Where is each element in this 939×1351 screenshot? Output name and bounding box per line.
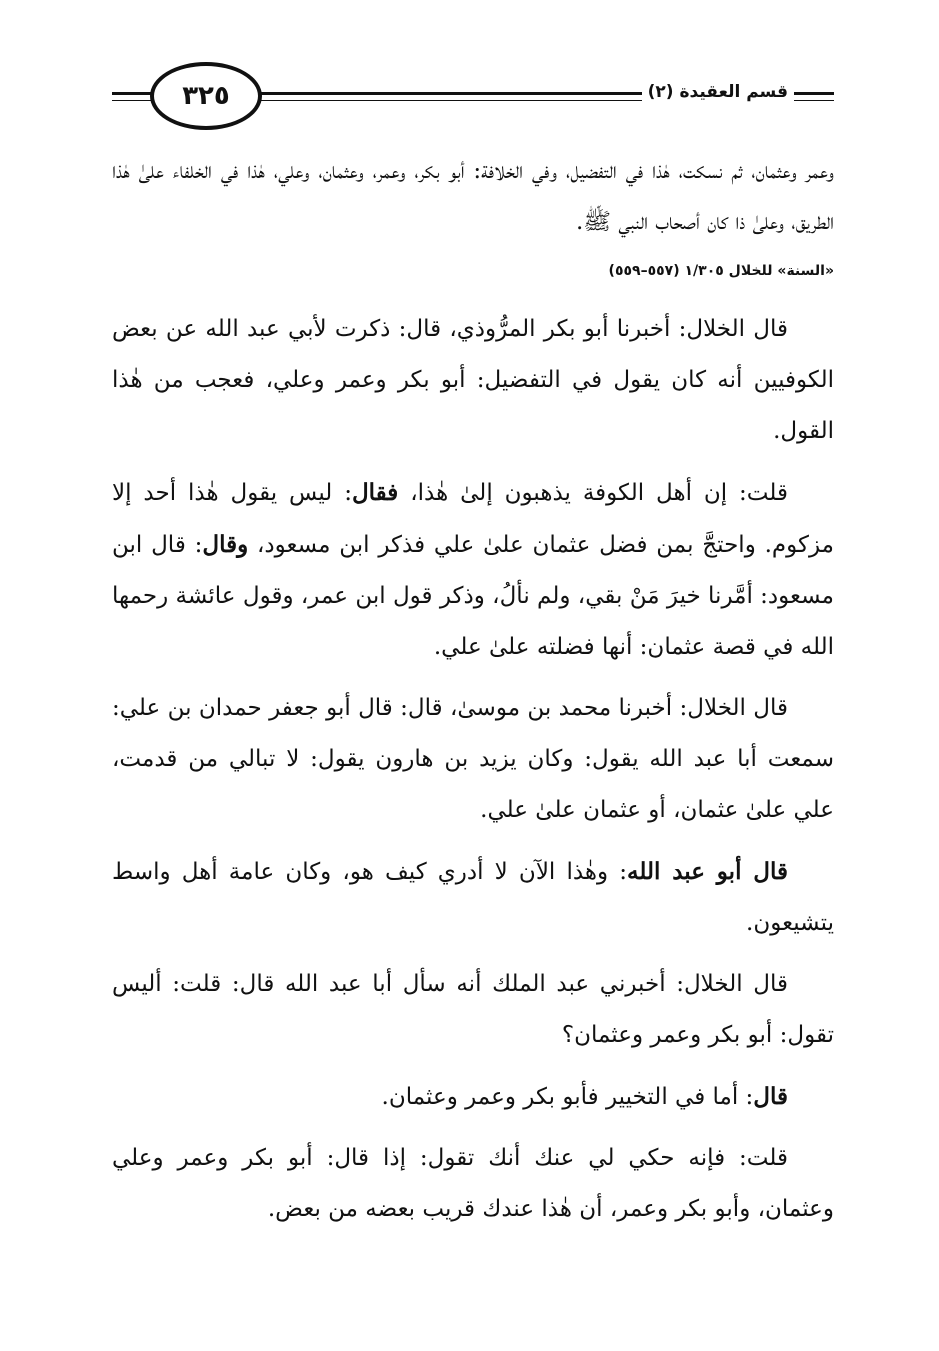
paragraph-7-bold: قال: [753, 1083, 788, 1110]
paragraph-3-bold-faqal: فقال: [351, 479, 399, 506]
paragraph-3-bold-waqal: وقال: [202, 531, 249, 558]
paragraph-5: [112, 846, 834, 949]
page-number: ٣٢٥: [182, 81, 230, 111]
paragraph-3-lead: قلت: إن أهل الكوفة يذهبون إلىٰ هٰذا،: [398, 480, 789, 506]
paragraph-7: [112, 1071, 834, 1123]
paragraph-5-bold: قال أبو عبد الله: [627, 858, 788, 885]
paragraph-8: قلت: فإنه حكي لي عنك أنك تقول: إذا قال: أبو بكر وعمر وعلي وعثمان، وأبو بكر وعمر، أن هٰذا عندك قريب بعضه من بعض.: [112, 1145, 834, 1222]
paragraph-6: قال الخلال: أخبرني عبد الملك أنه سأل أبا عبد الله قال: قلت: أليس تقول: أبو بكر وعمر وعثمان؟: [112, 971, 834, 1048]
paragraph-3: [112, 467, 834, 673]
source-reference: «السنة» للخلال ١/٣٠٥ (٥٥٧–٥٥٩): [608, 263, 834, 279]
paragraph-3-tail: : قال ابن مسعود: أمَّرنا خيرَ مَنْ بقي، ولم نألُ، وذكر قول ابن عمر، وقول عائشة رحمها الله في قصة عثمان: أنها فضلته علىٰ علي.: [112, 532, 834, 660]
paragraph-3-mid: : ليس يقول هٰذا أحد إلا مزكوم. واحتجَّ بمن فضل عثمان علىٰ علي فذكر ابن مسعود،: [112, 480, 834, 558]
paragraph-7-text: : أما في التخيير فأبو بكر وعمر وعثمان.: [381, 1084, 754, 1110]
running-head: قسم العقيدة (٢): [642, 82, 794, 102]
paragraph-1: وعمر وعثمان، ثم نسكت، هٰذا في التفضيل، وفي الخلافة: أبو بكر، وعمر، وعثمان، وعلي، هٰذا في الخلفاء علىٰ هٰذا الطريق، وعلىٰ ذا كان أصحاب النبي ﷺ.: [112, 158, 834, 235]
paragraph-2: قال الخلال: أخبرنا أبو بكر المرُّوذي، قال: ذكرت لأبي عبد الله عن بعض الكوفيين أنه كان يقول في التفضيل: أبو بكر وعمر وعلي، فعجب من هٰذا القول.: [112, 316, 834, 444]
page-number-ring: [150, 62, 262, 130]
paragraph-5-text: : وهٰذا الآن لا أدري كيف هو، وكان عامة أهل واسط يتشيعون.: [112, 859, 834, 936]
paragraph-4: قال الخلال: أخبرنا محمد بن موسىٰ، قال: قال أبو جعفر حمدان بن علي: سمعت أبا عبد الله يقول: وكان يزيد بن هارون يقول: لا تبالي من قدمت، علي علىٰ عثمان، أو عثمان علىٰ علي.: [112, 695, 834, 823]
page-body: [112, 146, 834, 1235]
page-header: [112, 62, 834, 134]
